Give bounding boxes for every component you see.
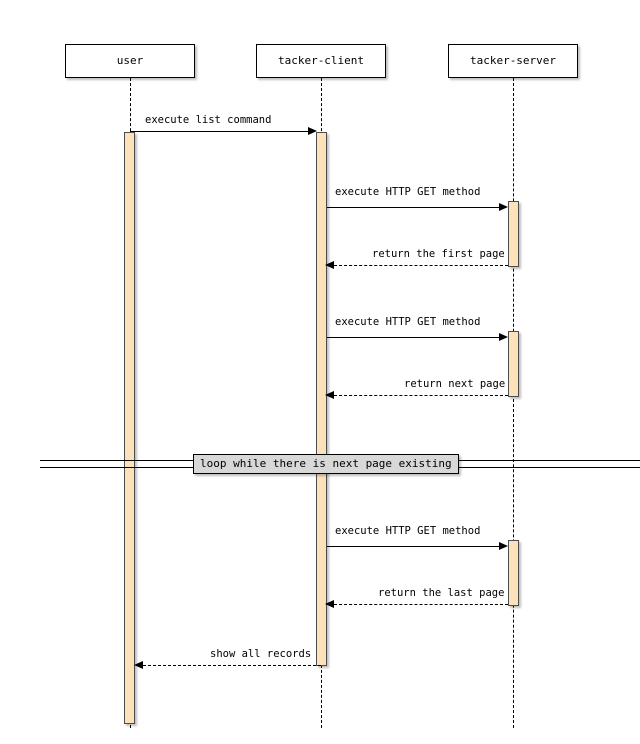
participant-user[interactable]: user bbox=[65, 44, 195, 78]
lifeline-tacker-server bbox=[513, 78, 514, 728]
message-label-6: execute HTTP GET method bbox=[335, 525, 481, 537]
participant-tacker-server[interactable]: tacker-server bbox=[448, 44, 578, 78]
message-line-8 bbox=[143, 665, 321, 666]
message-line-2 bbox=[327, 207, 501, 208]
message-label-2: execute HTTP GET method bbox=[335, 186, 481, 198]
message-line-3 bbox=[334, 265, 508, 266]
message-label-5: return next page bbox=[404, 378, 506, 390]
activation-tacker-server-2 bbox=[508, 331, 519, 397]
message-label-3: return the first page bbox=[372, 248, 505, 260]
arrowhead-left-icon bbox=[134, 661, 143, 669]
message-line-7 bbox=[334, 604, 508, 605]
message-line-4 bbox=[327, 337, 501, 338]
fragment-label: loop while there is next page existing bbox=[193, 454, 459, 474]
message-line-1 bbox=[130, 131, 313, 132]
arrowhead-left-icon bbox=[325, 391, 334, 399]
activation-tacker-server-3 bbox=[508, 540, 519, 606]
message-label-1: execute list command bbox=[145, 114, 272, 126]
message-label-4: execute HTTP GET method bbox=[335, 316, 481, 328]
arrowhead-right-icon bbox=[499, 203, 508, 211]
arrowhead-right-icon bbox=[308, 127, 317, 135]
activation-tacker-client bbox=[316, 132, 327, 666]
message-label-8: show all records bbox=[210, 648, 312, 660]
arrowhead-right-icon bbox=[499, 542, 508, 550]
arrowhead-right-icon bbox=[499, 333, 508, 341]
arrowhead-left-icon bbox=[325, 261, 334, 269]
message-line-5 bbox=[334, 395, 508, 396]
activation-tacker-server-1 bbox=[508, 201, 519, 267]
message-label-7: return the last page bbox=[378, 587, 505, 599]
participant-tacker-client[interactable]: tacker-client bbox=[256, 44, 386, 78]
activation-user bbox=[124, 132, 135, 724]
arrowhead-left-icon bbox=[325, 600, 334, 608]
message-line-6 bbox=[327, 546, 501, 547]
